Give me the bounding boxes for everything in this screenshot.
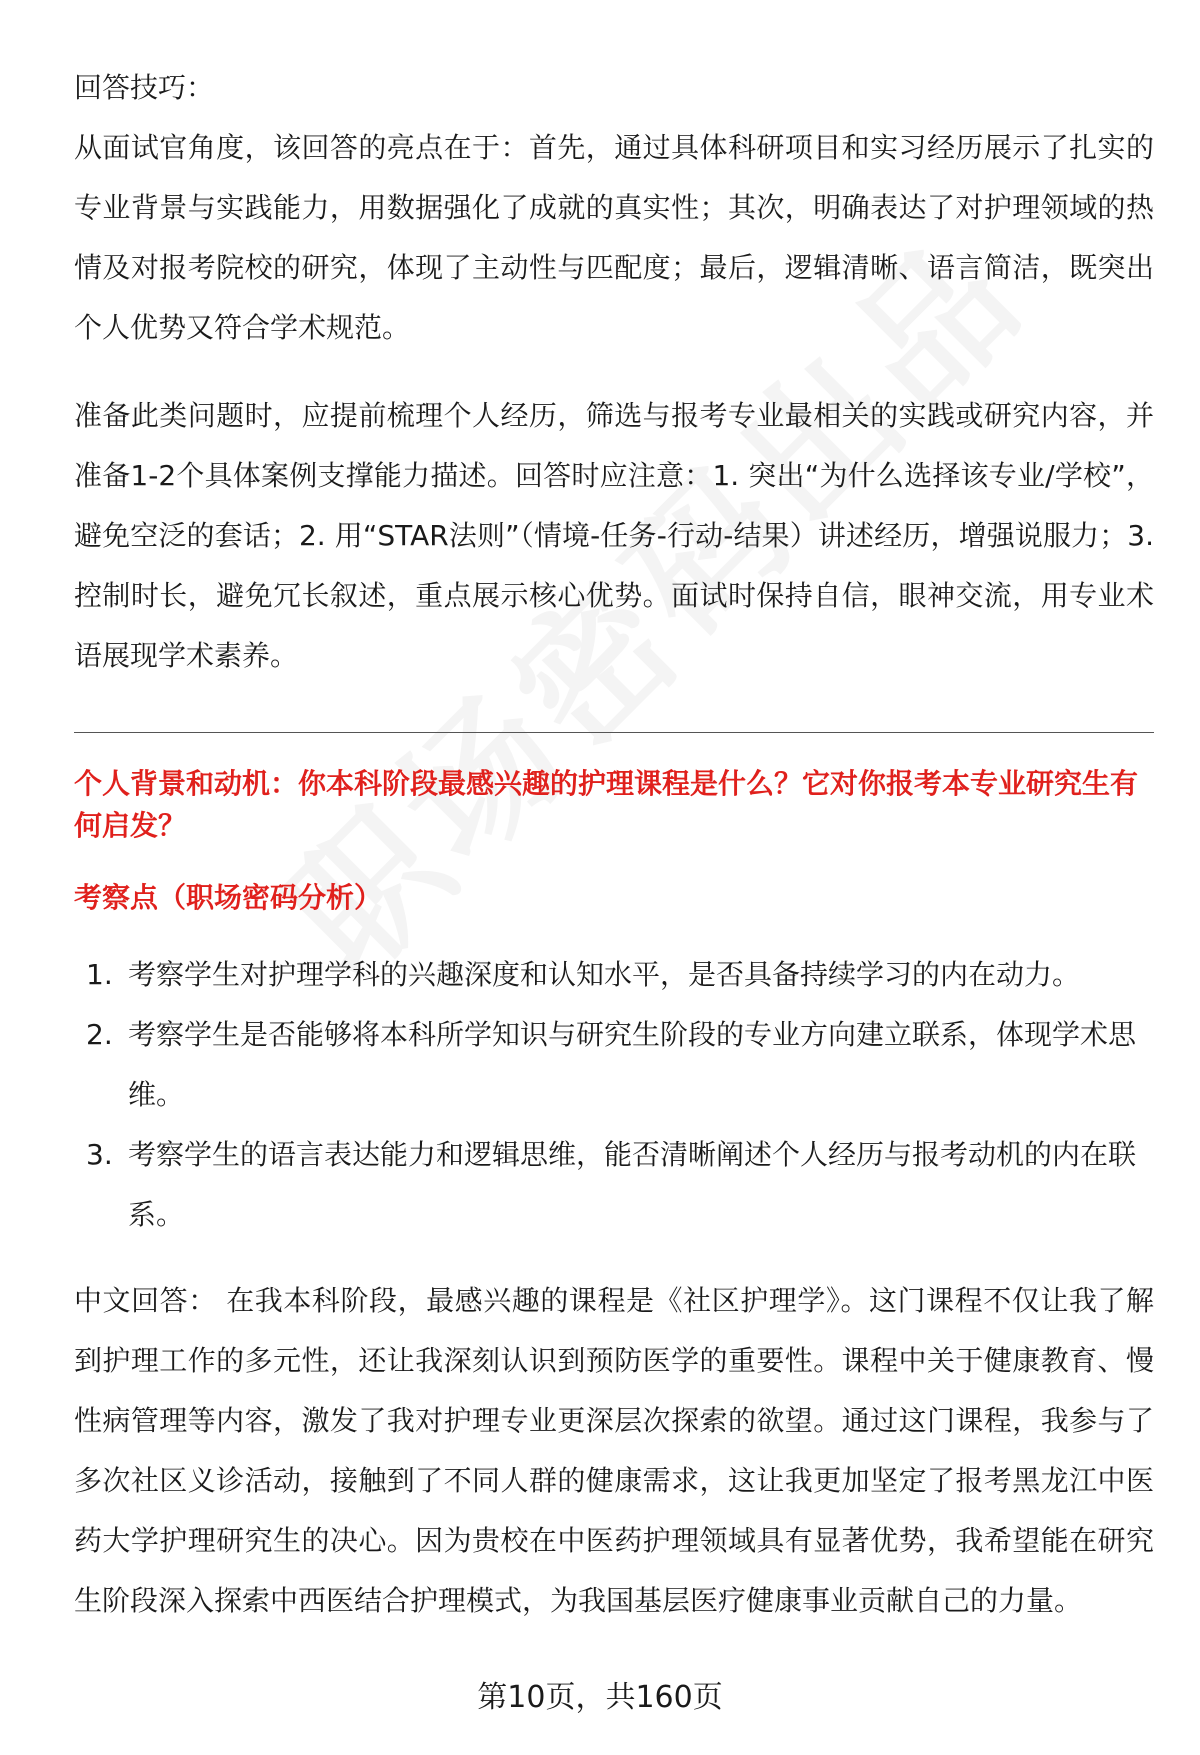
tips-paragraph-1: 从面试官角度，该回答的亮点在于：首先，通过具体科研项目和实习经历展示了扎实的专业背景与实践能力，用数据强化了成就的真实性；其次，明确表达了对护理领域的热情及对报考院校的研究，体现了主动性与匹配度；最后，逻辑清晰、语言简洁，既突出个人优势又符合学术规范。 [74, 131, 1154, 344]
page-number: 第10页，共160页 [477, 1680, 723, 1715]
list-item-number: 3. [86, 1138, 113, 1171]
list-item [74, 1125, 1154, 1245]
list-item-text: 考察学生对护理学科的兴趣深度和认知水平，是否具备持续学习的内在动力。 [128, 958, 1081, 991]
list-item-number: 1. [86, 958, 113, 991]
list-item-number: 2. [86, 1018, 113, 1051]
assessment-points-list [74, 945, 1154, 1245]
page-content [74, 58, 1154, 1631]
section-divider [74, 732, 1154, 733]
tips-paragraph-2: 准备此类问题时，应提前梳理个人经历，筛选与报考专业最相关的实践或研究内容，并准备1-2个具体案例支撑能力描述。回答时应注意：1. 突出“为什么选择该专业/学校”，避免空泛的套话；2. 用“STAR法则”（情境-任务-行动-结果）讲述经历，增强说服力；3. 控制时长，避免冗长叙述，重点展示核心优势。面试时保持自信，眼神交流，用专业术语展现学术素养。 [74, 399, 1154, 672]
answer-paragraph: 中文回答： 在我本科阶段，最感兴趣的课程是《社区护理学》。这门课程不仅让我了解到护理工作的多元性，还让我深刻认识到预防医学的重要性。课程中关于健康教育、慢性病管理等内容，激发了我对护理专业更深层次探索的欲望。通过这门课程，我参与了多次社区义诊活动，接触到了不同人群的健康需求，这让我更加坚定了报考黑龙江中医药大学护理研究生的决心。因为贵校在中医药护理领域具有显著优势，我希望能在研究生阶段深入探索中西医结合护理模式，为我国基层医疗健康事业贡献自己的力量。 [74, 1284, 1154, 1617]
list-item-text: 考察学生的语言表达能力和逻辑思维，能否清晰阐述个人经历与报考动机的内在联系。 [128, 1138, 1137, 1231]
tips-label: 回答技巧： [74, 71, 215, 104]
list-item-text: 考察学生是否能够将本科所学知识与研究生阶段的专业方向建立联系，体现学术思维。 [128, 1018, 1137, 1111]
assessment-points-title: 考察点（职场密码分析） [74, 881, 383, 914]
list-item [74, 1005, 1154, 1125]
list-item [74, 945, 1154, 1005]
question-title: 个人背景和动机：你本科阶段最感兴趣的护理课程是什么？它对你报考本专业研究生有何启发？ [74, 767, 1139, 842]
